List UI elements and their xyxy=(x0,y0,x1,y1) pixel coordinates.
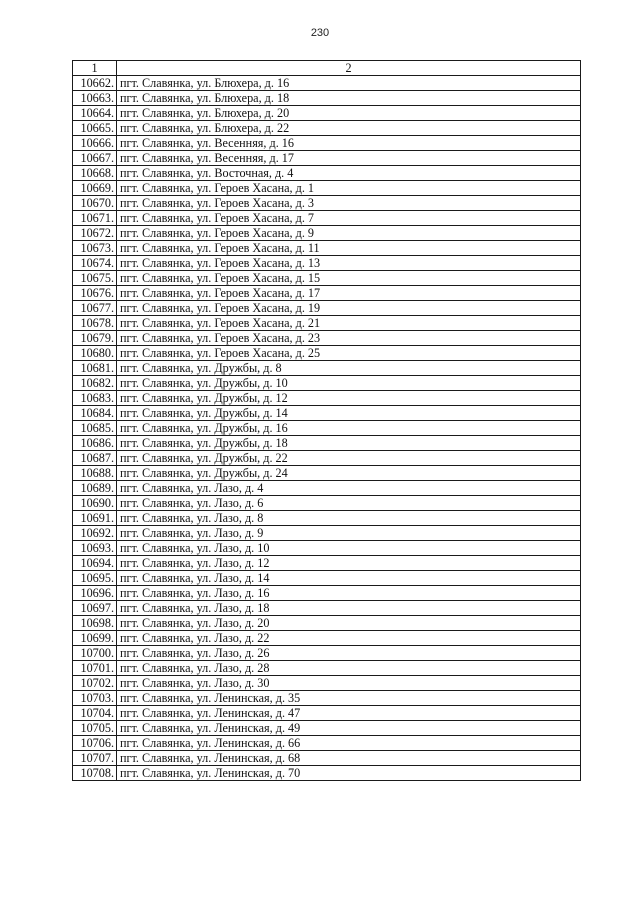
table-body xyxy=(73,76,581,781)
row-address: пгт. Славянка, ул. Лазо, д. 12 xyxy=(117,556,581,571)
table-row xyxy=(73,91,581,106)
row-number: 10668. xyxy=(73,166,117,181)
table-row xyxy=(73,766,581,781)
table-row xyxy=(73,511,581,526)
table-row xyxy=(73,466,581,481)
table-row xyxy=(73,661,581,676)
row-address: пгт. Славянка, ул. Ленинская, д. 70 xyxy=(117,766,581,781)
row-number: 10701. xyxy=(73,661,117,676)
row-number: 10704. xyxy=(73,706,117,721)
row-address: пгт. Славянка, ул. Героев Хасана, д. 1 xyxy=(117,181,581,196)
row-number: 10665. xyxy=(73,121,117,136)
row-address: пгт. Славянка, ул. Героев Хасана, д. 7 xyxy=(117,211,581,226)
row-address: пгт. Славянка, ул. Ленинская, д. 35 xyxy=(117,691,581,706)
row-number: 10699. xyxy=(73,631,117,646)
row-number: 10685. xyxy=(73,421,117,436)
row-number: 10696. xyxy=(73,586,117,601)
row-number: 10693. xyxy=(73,541,117,556)
row-address: пгт. Славянка, ул. Дружбы, д. 8 xyxy=(117,361,581,376)
table-row xyxy=(73,106,581,121)
table-row xyxy=(73,601,581,616)
row-number: 10675. xyxy=(73,271,117,286)
table-row xyxy=(73,346,581,361)
row-address: пгт. Славянка, ул. Героев Хасана, д. 15 xyxy=(117,271,581,286)
row-address: пгт. Славянка, ул. Лазо, д. 22 xyxy=(117,631,581,646)
table-row xyxy=(73,706,581,721)
address-table xyxy=(72,60,581,781)
row-address: пгт. Славянка, ул. Лазо, д. 8 xyxy=(117,511,581,526)
row-address: пгт. Славянка, ул. Ленинская, д. 68 xyxy=(117,751,581,766)
row-number: 10691. xyxy=(73,511,117,526)
row-address: пгт. Славянка, ул. Ленинская, д. 47 xyxy=(117,706,581,721)
row-number: 10702. xyxy=(73,676,117,691)
table-row xyxy=(73,406,581,421)
row-number: 10672. xyxy=(73,226,117,241)
table-row xyxy=(73,556,581,571)
row-address: пгт. Славянка, ул. Лазо, д. 6 xyxy=(117,496,581,511)
table-row xyxy=(73,421,581,436)
row-number: 10703. xyxy=(73,691,117,706)
row-number: 10698. xyxy=(73,616,117,631)
row-address: пгт. Славянка, ул. Героев Хасана, д. 17 xyxy=(117,286,581,301)
table-row xyxy=(73,436,581,451)
row-number: 10707. xyxy=(73,751,117,766)
table-row xyxy=(73,301,581,316)
row-number: 10682. xyxy=(73,376,117,391)
row-number: 10686. xyxy=(73,436,117,451)
table-row xyxy=(73,646,581,661)
table-header-row xyxy=(73,61,581,76)
row-address: пгт. Славянка, ул. Дружбы, д. 12 xyxy=(117,391,581,406)
table-row xyxy=(73,286,581,301)
page-number: 230 xyxy=(310,27,330,39)
row-number: 10667. xyxy=(73,151,117,166)
row-number: 10674. xyxy=(73,256,117,271)
table-row xyxy=(73,76,581,91)
row-number: 10680. xyxy=(73,346,117,361)
column-header-number: 1 xyxy=(73,61,117,76)
table-row xyxy=(73,481,581,496)
table-row xyxy=(73,496,581,511)
table-row xyxy=(73,316,581,331)
table-row xyxy=(73,211,581,226)
row-number: 10678. xyxy=(73,316,117,331)
row-address: пгт. Славянка, ул. Лазо, д. 9 xyxy=(117,526,581,541)
table-row xyxy=(73,751,581,766)
row-address: пгт. Славянка, ул. Героев Хасана, д. 23 xyxy=(117,331,581,346)
row-address: пгт. Славянка, ул. Ленинская, д. 49 xyxy=(117,721,581,736)
table-row xyxy=(73,616,581,631)
table-row xyxy=(73,136,581,151)
row-number: 10695. xyxy=(73,571,117,586)
row-number: 10697. xyxy=(73,601,117,616)
row-address: пгт. Славянка, ул. Ленинская, д. 66 xyxy=(117,736,581,751)
table-row xyxy=(73,571,581,586)
table-row xyxy=(73,586,581,601)
row-number: 10662. xyxy=(73,76,117,91)
row-number: 10708. xyxy=(73,766,117,781)
row-address: пгт. Славянка, ул. Дружбы, д. 18 xyxy=(117,436,581,451)
table-row xyxy=(73,361,581,376)
row-number: 10669. xyxy=(73,181,117,196)
row-number: 10673. xyxy=(73,241,117,256)
row-address: пгт. Славянка, ул. Весенняя, д. 17 xyxy=(117,151,581,166)
row-number: 10694. xyxy=(73,556,117,571)
row-number: 10681. xyxy=(73,361,117,376)
row-number: 10664. xyxy=(73,106,117,121)
table-row xyxy=(73,541,581,556)
row-number: 10689. xyxy=(73,481,117,496)
table-row xyxy=(73,691,581,706)
table-row xyxy=(73,271,581,286)
table-row xyxy=(73,721,581,736)
table-row xyxy=(73,181,581,196)
row-address: пгт. Славянка, ул. Дружбы, д. 24 xyxy=(117,466,581,481)
row-address: пгт. Славянка, ул. Героев Хасана, д. 19 xyxy=(117,301,581,316)
row-address: пгт. Славянка, ул. Дружбы, д. 16 xyxy=(117,421,581,436)
table-row xyxy=(73,451,581,466)
table-row xyxy=(73,166,581,181)
row-number: 10687. xyxy=(73,451,117,466)
row-address: пгт. Славянка, ул. Героев Хасана, д. 9 xyxy=(117,226,581,241)
table-row xyxy=(73,676,581,691)
row-address: пгт. Славянка, ул. Блюхера, д. 20 xyxy=(117,106,581,121)
row-address: пгт. Славянка, ул. Блюхера, д. 16 xyxy=(117,76,581,91)
row-address: пгт. Славянка, ул. Дружбы, д. 22 xyxy=(117,451,581,466)
column-header-address: 2 xyxy=(117,61,581,76)
table-row xyxy=(73,631,581,646)
row-address: пгт. Славянка, ул. Лазо, д. 16 xyxy=(117,586,581,601)
row-number: 10690. xyxy=(73,496,117,511)
row-address: пгт. Славянка, ул. Весенняя, д. 16 xyxy=(117,136,581,151)
row-address: пгт. Славянка, ул. Блюхера, д. 18 xyxy=(117,91,581,106)
table-row xyxy=(73,526,581,541)
row-number: 10692. xyxy=(73,526,117,541)
table-row xyxy=(73,241,581,256)
row-number: 10688. xyxy=(73,466,117,481)
table-row xyxy=(73,151,581,166)
row-address: пгт. Славянка, ул. Лазо, д. 20 xyxy=(117,616,581,631)
row-address: пгт. Славянка, ул. Героев Хасана, д. 11 xyxy=(117,241,581,256)
row-number: 10705. xyxy=(73,721,117,736)
row-address: пгт. Славянка, ул. Восточная, д. 4 xyxy=(117,166,581,181)
row-address: пгт. Славянка, ул. Лазо, д. 28 xyxy=(117,661,581,676)
row-number: 10706. xyxy=(73,736,117,751)
row-address: пгт. Славянка, ул. Лазо, д. 10 xyxy=(117,541,581,556)
row-number: 10679. xyxy=(73,331,117,346)
row-address: пгт. Славянка, ул. Лазо, д. 14 xyxy=(117,571,581,586)
row-number: 10677. xyxy=(73,301,117,316)
row-number: 10676. xyxy=(73,286,117,301)
row-address: пгт. Славянка, ул. Дружбы, д. 14 xyxy=(117,406,581,421)
table-row xyxy=(73,391,581,406)
row-address: пгт. Славянка, ул. Героев Хасана, д. 21 xyxy=(117,316,581,331)
row-number: 10663. xyxy=(73,91,117,106)
table-row xyxy=(73,121,581,136)
row-address: пгт. Славянка, ул. Героев Хасана, д. 13 xyxy=(117,256,581,271)
row-address: пгт. Славянка, ул. Лазо, д. 30 xyxy=(117,676,581,691)
table-row xyxy=(73,196,581,211)
table-row xyxy=(73,256,581,271)
row-address: пгт. Славянка, ул. Лазо, д. 26 xyxy=(117,646,581,661)
table-row xyxy=(73,736,581,751)
row-address: пгт. Славянка, ул. Лазо, д. 18 xyxy=(117,601,581,616)
table-row xyxy=(73,226,581,241)
table-row xyxy=(73,376,581,391)
row-address: пгт. Славянка, ул. Героев Хасана, д. 25 xyxy=(117,346,581,361)
row-number: 10670. xyxy=(73,196,117,211)
row-address: пгт. Славянка, ул. Дружбы, д. 10 xyxy=(117,376,581,391)
row-number: 10683. xyxy=(73,391,117,406)
row-address: пгт. Славянка, ул. Героев Хасана, д. 3 xyxy=(117,196,581,211)
row-number: 10700. xyxy=(73,646,117,661)
row-number: 10684. xyxy=(73,406,117,421)
row-address: пгт. Славянка, ул. Блюхера, д. 22 xyxy=(117,121,581,136)
row-number: 10671. xyxy=(73,211,117,226)
row-address: пгт. Славянка, ул. Лазо, д. 4 xyxy=(117,481,581,496)
row-number: 10666. xyxy=(73,136,117,151)
table-row xyxy=(73,331,581,346)
